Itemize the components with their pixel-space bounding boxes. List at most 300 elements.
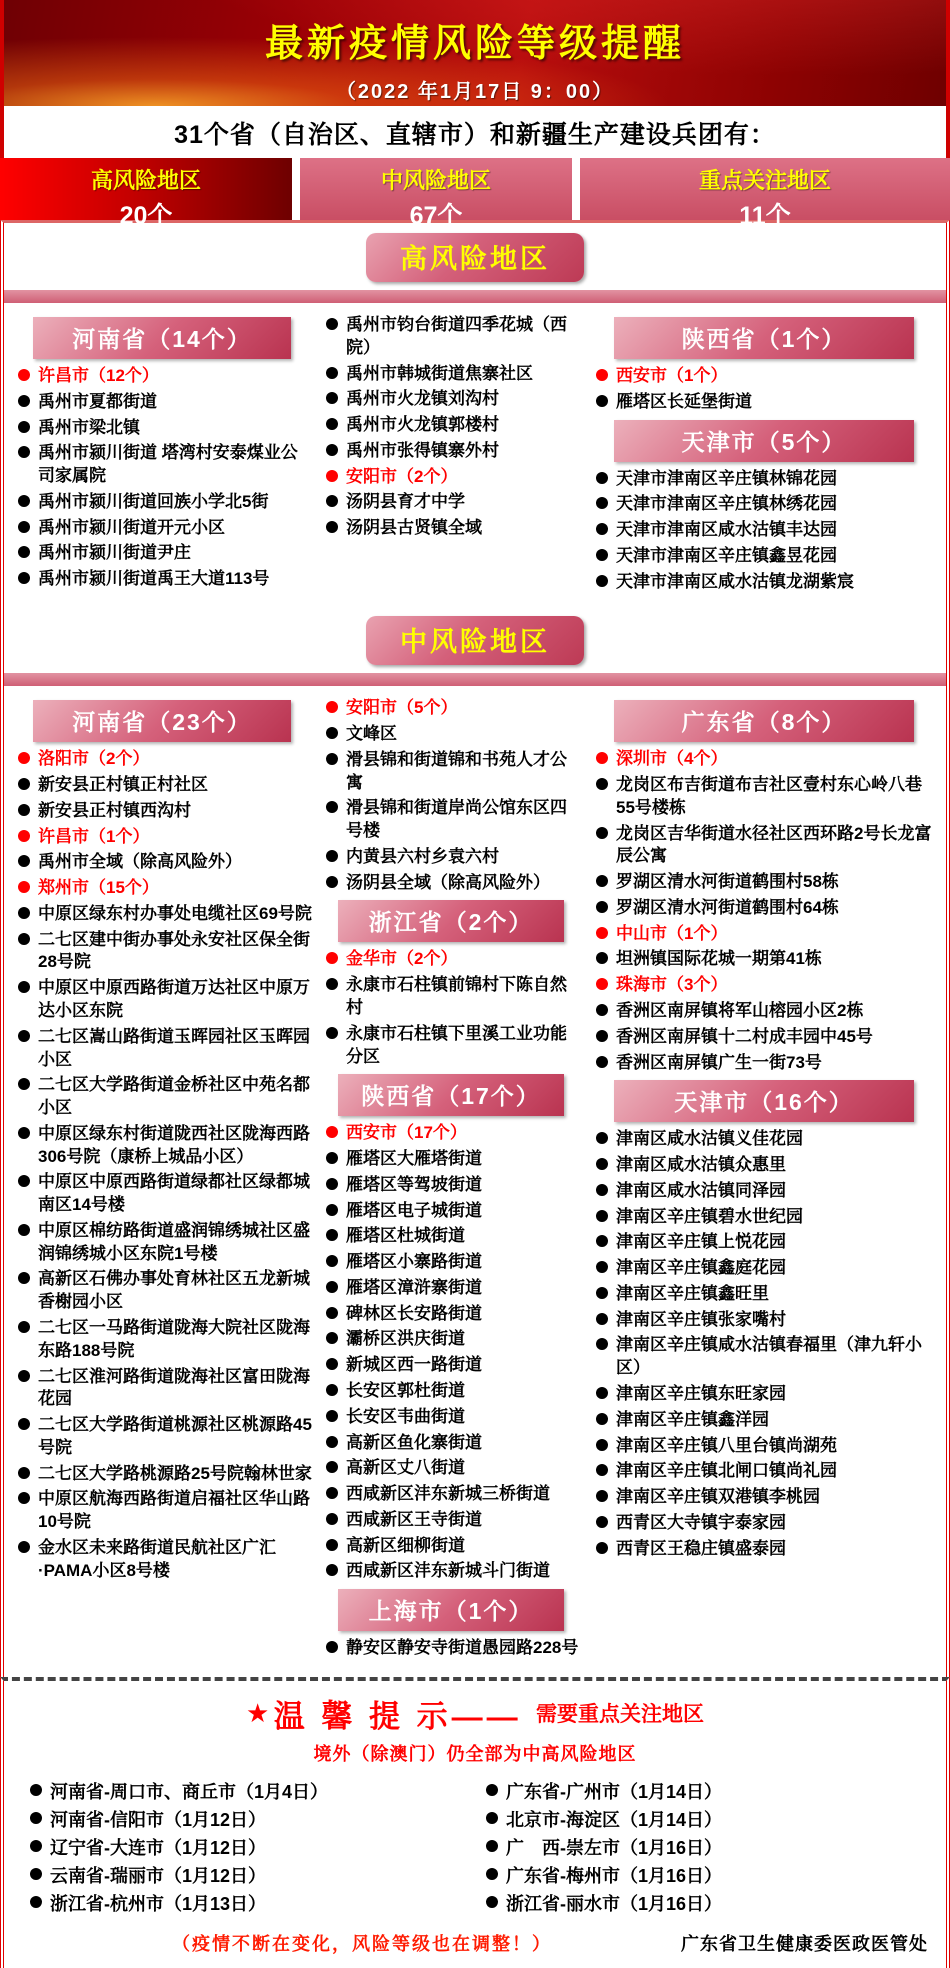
location-list-item <box>590 493 938 516</box>
list-item-text: 天津市津南区辛庄镇林锦花园 <box>616 468 837 488</box>
list-item-text: 西咸新区沣东新城三桥街道 <box>346 1484 550 1504</box>
list-item-text: 中原区中原西路街道万达社区中原万达小区东院 <box>38 978 310 1021</box>
bullet-icon <box>18 1370 30 1382</box>
location-list-item <box>590 823 938 869</box>
list-item-text: 禹州市梁北镇 <box>38 417 140 437</box>
location-list-item <box>320 1380 582 1403</box>
location-list-item <box>320 1457 582 1480</box>
location-list-item <box>12 517 312 540</box>
location-list-item <box>590 1538 938 1561</box>
location-list-item <box>320 723 582 746</box>
page-subtitle: 31个省（自治区、直辖市）和新疆生产建设兵团有： <box>174 121 776 149</box>
location-list-item <box>590 1180 938 1203</box>
list-item-text: 禹州市张得镇寨外村 <box>346 440 499 460</box>
bullet-icon <box>596 472 608 484</box>
bullet-icon <box>326 1027 338 1039</box>
section-title: 高风险地区 <box>366 233 584 282</box>
location-list-item <box>480 1892 926 1916</box>
location-list-item <box>590 545 938 568</box>
location-list-item <box>590 1206 938 1229</box>
location-list-item <box>320 1328 582 1351</box>
list-item-text: 雁塔区大雁塔街道 <box>346 1149 482 1169</box>
location-list-item <box>12 1317 312 1363</box>
location-list-item <box>24 1836 470 1860</box>
bullet-icon <box>596 827 608 839</box>
list-item-text: 广 西-崇左市（1月16日） <box>506 1838 723 1859</box>
list-item-text: 津南区辛庄镇鑫庭花园 <box>616 1258 786 1278</box>
list-item-text: 津南区辛庄镇张家嘴村 <box>616 1309 786 1329</box>
location-list-item <box>320 517 582 540</box>
list-item-text: 河南省-信阳市（1月12日） <box>50 1809 267 1830</box>
location-list-item <box>12 1026 312 1072</box>
bullet-icon <box>326 801 338 813</box>
list-column <box>320 694 582 1663</box>
list-item-text: 津南区辛庄镇碧水世纪园 <box>616 1206 803 1226</box>
bullet-icon <box>596 497 608 509</box>
bullet-icon <box>596 1413 608 1425</box>
bullet-icon <box>596 1132 608 1144</box>
list-item-text: 天津市津南区辛庄镇鑫昱花园 <box>616 545 837 565</box>
list-item-text: 北京市-海淀区（1月14日） <box>506 1809 723 1830</box>
bullet-icon <box>18 981 30 993</box>
bullet-icon <box>326 1564 338 1576</box>
list-item-text: 金华市（2个） <box>346 949 458 969</box>
section-header <box>4 606 946 665</box>
location-list-item <box>12 1268 312 1314</box>
bullet-icon <box>596 1313 608 1325</box>
list-item-text: 灞桥区洪庆街道 <box>346 1329 465 1349</box>
province-badge: 天津市（5个） <box>614 420 913 462</box>
location-list-item <box>320 1406 582 1429</box>
list-item-text: 雁塔区长延堡街道 <box>616 391 752 411</box>
list-item-text: 禹州市钧台街道四季花城（西院） <box>346 315 567 357</box>
list-item-text: 西青区大寺镇宇泰家园 <box>616 1512 786 1532</box>
bullet-icon <box>596 1387 608 1399</box>
location-list-item <box>320 1148 582 1171</box>
bullet-icon <box>596 1004 608 1016</box>
notice-footer <box>18 1930 932 1956</box>
bullet-icon <box>30 1868 42 1880</box>
list-item-text: 津南区辛庄镇鑫洋园 <box>616 1409 769 1429</box>
list-item-text: 永康市石柱镇前锦村下陈自然村 <box>346 975 567 1018</box>
list-item-text: 汤阴县全域（除高风险外） <box>346 872 550 892</box>
watch-list-right <box>480 1776 926 1921</box>
bullet-icon <box>326 318 338 330</box>
list-item-text: 广东省-广州市（1月14日） <box>506 1781 723 1802</box>
bullet-icon <box>596 395 608 407</box>
location-list-item <box>590 391 938 414</box>
list-item-text: 津南区辛庄镇双港镇李桃园 <box>616 1487 820 1507</box>
bullet-icon <box>326 952 338 964</box>
location-list-item <box>12 1414 312 1460</box>
location-list-item <box>590 871 938 894</box>
bullet-icon <box>326 1410 338 1422</box>
list-item-text: 西安市（17个） <box>346 1123 467 1143</box>
list-column <box>12 694 312 1663</box>
list-item-text: 汤阴县育才中学 <box>346 492 465 512</box>
list-item-text: 高新区细柳街道 <box>346 1535 465 1555</box>
location-list-item <box>590 468 938 491</box>
list-item-text: 中原区中原西路街道绿都社区绿都城南区14号楼 <box>38 1172 310 1215</box>
location-list-item <box>590 1052 938 1075</box>
tab-label: 重点关注地区 <box>698 168 831 193</box>
city-list-item <box>12 748 312 771</box>
bullet-icon <box>30 1812 42 1824</box>
bullet-icon <box>326 1539 338 1551</box>
bullet-icon <box>18 1467 30 1479</box>
location-list-item <box>590 1283 938 1306</box>
location-list-item <box>590 1128 938 1151</box>
bullet-icon <box>326 495 338 507</box>
location-list-item <box>590 948 938 971</box>
bullet-icon <box>18 521 30 533</box>
bullet-icon <box>326 1487 338 1499</box>
list-item-text: 云南省-瑞丽市（1月12日） <box>50 1866 267 1887</box>
header-banner <box>0 0 950 106</box>
location-list-item <box>12 1171 312 1217</box>
list-item-text: 滑县锦和街道岸尚公馆东区四号楼 <box>346 798 567 841</box>
list-item-text: 西安市（1个） <box>616 366 728 385</box>
bullet-icon <box>18 1492 30 1504</box>
page-title: 最新疫情风险等级提醒 <box>264 23 685 65</box>
city-list-item <box>590 974 938 997</box>
location-list-item <box>590 1512 938 1535</box>
location-list-item <box>590 897 938 920</box>
city-list-item <box>590 365 938 388</box>
location-list-item <box>12 903 312 926</box>
location-list-item <box>12 417 312 440</box>
location-list-item <box>480 1836 926 1860</box>
location-list-item <box>12 977 312 1023</box>
bullet-icon <box>326 444 338 456</box>
location-list-item <box>12 800 312 823</box>
list-item-text: 罗湖区清水河街道鹤围村64栋 <box>616 897 839 917</box>
list-item-text: 中原区绿东村街道陇西社区陇海西路306号院（康桥上城品小区） <box>38 1123 310 1166</box>
city-list-item <box>12 365 312 388</box>
section-columns <box>4 309 946 606</box>
list-item-text: 西咸新区沣东新城斗门街道 <box>346 1561 550 1581</box>
location-list-item <box>590 1460 938 1483</box>
city-list-item <box>12 877 312 900</box>
bullet-icon <box>30 1784 42 1796</box>
list-item-text: 津南区辛庄镇八里台镇尚湖苑 <box>616 1435 837 1455</box>
list-item-text: 西咸新区王寺街道 <box>346 1509 482 1529</box>
list-item-text: 津南区辛庄镇东旺家园 <box>616 1383 786 1403</box>
bullet-icon <box>18 1541 30 1553</box>
bullet-icon <box>326 1229 338 1241</box>
bullet-icon <box>18 804 30 816</box>
bullet-icon <box>326 367 338 379</box>
risk-level-tabs <box>0 158 950 230</box>
bullet-icon <box>18 1418 30 1430</box>
location-list-item <box>590 1435 938 1458</box>
location-list-item <box>320 1354 582 1377</box>
list-item-text: 雁塔区电子城街道 <box>346 1200 482 1220</box>
list-item-text: 津南区咸水沽镇众惠里 <box>616 1155 786 1175</box>
province-badge: 上海市（1个） <box>338 1589 563 1631</box>
subtitle-band <box>0 106 950 158</box>
list-item-text: 天津市津南区咸水沽镇丰达园 <box>616 520 837 540</box>
list-item-text: 内黄县六村乡袁六村 <box>346 846 499 866</box>
location-list-item <box>320 1200 582 1223</box>
bullet-icon <box>596 1439 608 1451</box>
bullet-icon <box>596 369 608 381</box>
bullet-icon <box>326 1255 338 1267</box>
bullet-icon <box>596 523 608 535</box>
list-item-text: 雁塔区杜城街道 <box>346 1226 465 1246</box>
section-columns <box>4 692 946 1673</box>
list-item-text: 龙岗区布吉街道布吉社区壹村东心岭八巷55号楼栋 <box>616 775 922 817</box>
province-badge: 天津市（16个） <box>614 1080 913 1122</box>
list-item-text: 郑州市（15个） <box>38 878 159 898</box>
location-list-item <box>320 974 582 1020</box>
location-list-item <box>12 1463 312 1486</box>
bullet-icon <box>486 1868 498 1880</box>
province-badge: 陕西省（1个） <box>614 317 913 359</box>
city-list-item <box>320 697 582 720</box>
location-list-item <box>590 1486 938 1509</box>
bullet-icon <box>326 1281 338 1293</box>
bullet-icon <box>596 549 608 561</box>
list-item-text: 坦洲镇国际花城一期第41栋 <box>616 949 822 969</box>
bullet-icon <box>596 1287 608 1299</box>
city-list-item <box>590 923 938 946</box>
city-list-item <box>320 1122 582 1145</box>
bullet-icon <box>596 1235 608 1247</box>
city-list-item <box>590 748 938 771</box>
list-item-text: 汤阴县古贤镇全域 <box>346 518 482 538</box>
bullet-icon <box>596 901 608 913</box>
location-list-item <box>12 1220 312 1266</box>
list-item-text: 二七区淮河路街道陇海社区富田陇海花园 <box>38 1366 310 1409</box>
risk-area-lists <box>0 220 950 1677</box>
list-item-text: 罗湖区清水河街道鹤围村58栋 <box>616 872 839 892</box>
list-item-text: 禹州市火龙镇郭楼村 <box>346 415 499 435</box>
list-item-text: 津南区辛庄镇咸水沽镇春福里（津九轩小区） <box>616 1335 922 1378</box>
tab-mid-risk <box>300 158 572 230</box>
location-list-item <box>590 519 938 542</box>
bullet-icon <box>326 1513 338 1525</box>
bullet-icon <box>18 369 30 381</box>
province-badge: 浙江省（2个） <box>338 900 563 942</box>
list-item-text: 金水区未来路街道民航社区广汇·PAMA小区8号楼 <box>38 1537 276 1580</box>
list-item-text: 津南区咸水沽镇同泽园 <box>616 1180 786 1200</box>
location-list-item <box>590 1231 938 1254</box>
bullet-icon <box>326 1358 338 1370</box>
list-item-text: 香洲区南屏镇广生一街73号 <box>616 1052 822 1072</box>
bullet-icon <box>326 753 338 765</box>
list-item-text: 禹州市颍川街道回族小学北5街 <box>38 491 269 511</box>
location-list-item <box>320 1535 582 1558</box>
footer-note: （疫情不断在变化，风险等级也在调整！） <box>172 1934 552 1955</box>
list-item-text: 二七区一马路街道陇海大院社区陇海东路188号院 <box>38 1317 310 1360</box>
bullet-icon <box>596 778 608 790</box>
bullet-icon <box>18 752 30 764</box>
location-list-item <box>320 749 582 795</box>
bullet-icon <box>326 1461 338 1473</box>
list-item-text: 长安区韦曲街道 <box>346 1406 465 1426</box>
location-list-item <box>12 851 312 874</box>
location-list-item <box>24 1780 470 1804</box>
notice-heading-row <box>18 1691 932 1736</box>
list-item-text: 高新区丈八街道 <box>346 1458 465 1478</box>
bullet-icon <box>596 952 608 964</box>
bullet-icon <box>326 1641 338 1653</box>
list-item-text: 新城区西一路街道 <box>346 1355 482 1375</box>
list-item-text: 禹州市颍川街道开元小区 <box>38 517 225 537</box>
list-item-text: 浙江省-丽水市（1月16日） <box>506 1894 723 1915</box>
list-item-text: 禹州市颍川街道 塔湾村安泰煤业公司家属院 <box>38 443 298 486</box>
list-item-text: 新安县正村镇西沟村 <box>38 800 191 820</box>
bullet-icon <box>596 1516 608 1528</box>
bullet-icon <box>596 1184 608 1196</box>
tab-count: 67个 <box>409 202 463 230</box>
province-badge: 河南省（14个） <box>33 317 291 359</box>
list-item-text: 天津市津南区咸水沽镇龙湖紫宸 <box>616 571 854 591</box>
list-item-text: 禹州市韩城街道焦寨社区 <box>346 363 533 383</box>
notice-section <box>0 1677 950 1968</box>
bullet-icon <box>486 1784 498 1796</box>
bullet-icon <box>18 855 30 867</box>
bullet-icon <box>326 1384 338 1396</box>
location-list-item <box>24 1808 470 1832</box>
bullet-icon <box>596 1158 608 1170</box>
bullet-icon <box>596 1210 608 1222</box>
bullet-icon <box>596 1464 608 1476</box>
location-list-item <box>320 440 582 463</box>
bullet-icon <box>18 1272 30 1284</box>
bullet-icon <box>596 575 608 587</box>
tab-label: 高风险地区 <box>90 168 201 193</box>
list-item-text: 辽宁省-大连市（1月12日） <box>50 1838 267 1859</box>
tab-high-risk <box>0 158 292 230</box>
notice-title-suffix: 需要重点关注地区 <box>536 1703 705 1727</box>
bullet-icon <box>18 933 30 945</box>
location-list-item <box>24 1864 470 1888</box>
location-list-item <box>320 1432 582 1455</box>
city-list-item <box>320 948 582 971</box>
section-title: 中风险地区 <box>366 616 584 665</box>
location-list-item <box>320 872 582 895</box>
bullet-icon <box>326 876 338 888</box>
bullet-icon <box>596 752 608 764</box>
section-divider-bar <box>4 673 946 686</box>
watch-list-left <box>24 1776 470 1921</box>
list-column <box>320 311 582 596</box>
list-item-text: 禹州市颍川街道尹庄 <box>38 543 191 563</box>
list-item-text: 高新区石佛办事处育林社区五龙新城香榭园小区 <box>38 1269 310 1312</box>
location-list-item <box>320 1277 582 1300</box>
list-item-text: 香洲区南屏镇十二村成丰园中45号 <box>616 1026 873 1046</box>
location-list-item <box>590 1154 938 1177</box>
location-list-item <box>12 1488 312 1534</box>
location-list-item <box>320 363 582 386</box>
bullet-icon <box>18 778 30 790</box>
bullet-icon <box>326 1152 338 1164</box>
location-list-item <box>480 1780 926 1804</box>
list-item-text: 许昌市（1个） <box>38 826 150 846</box>
list-item-text: 西青区王稳庄镇盛泰园 <box>616 1538 786 1558</box>
bullet-icon <box>18 1175 30 1187</box>
list-item-text: 洛阳市（2个） <box>38 749 150 769</box>
bullet-icon <box>326 470 338 482</box>
list-item-text: 许昌市（12个） <box>38 366 159 385</box>
location-list-item <box>320 1509 582 1532</box>
bullet-icon <box>596 1490 608 1502</box>
bullet-icon <box>18 1078 30 1090</box>
location-list-item <box>590 774 938 820</box>
list-item-text: 津南区咸水沽镇义佳花园 <box>616 1129 803 1149</box>
list-item-text: 广东省-梅州市（1月16日） <box>506 1866 723 1887</box>
bullet-icon <box>326 1204 338 1216</box>
bullet-icon <box>18 830 30 842</box>
list-item-text: 二七区嵩山路街道玉晖园社区玉晖园小区 <box>38 1026 310 1069</box>
location-list-item <box>320 846 582 869</box>
list-item-text: 安阳市（5个） <box>346 698 458 718</box>
bullet-icon <box>326 418 338 430</box>
bullet-icon <box>326 1307 338 1319</box>
list-item-text: 高新区鱼化寨街道 <box>346 1432 482 1452</box>
list-item-text: 禹州市颍川街道禹王大道113号 <box>38 569 270 589</box>
star-icon: ★ <box>245 1697 270 1728</box>
bullet-icon <box>326 727 338 739</box>
bullet-icon <box>326 521 338 533</box>
province-badge: 广东省（8个） <box>614 700 913 742</box>
list-column <box>590 694 938 1663</box>
province-badge: 陕西省（17个） <box>338 1074 563 1116</box>
location-list-item <box>12 542 312 565</box>
bullet-icon <box>596 1542 608 1554</box>
list-item-text: 中原区航海西路街道启福社区华山路10号院 <box>38 1489 310 1532</box>
bullet-icon <box>18 1321 30 1333</box>
bullet-icon <box>326 1178 338 1190</box>
bullet-icon <box>486 1896 498 1908</box>
bullet-icon <box>596 927 608 939</box>
bullet-icon <box>18 881 30 893</box>
location-list-item <box>12 391 312 414</box>
location-list-item <box>320 1174 582 1197</box>
list-item-text: 禹州市夏都街道 <box>38 391 157 411</box>
location-list-item <box>320 1251 582 1274</box>
location-list-item <box>320 388 582 411</box>
location-list-item <box>12 442 312 488</box>
list-column <box>590 311 938 596</box>
bullet-icon <box>18 546 30 558</box>
location-list-item <box>590 1026 938 1049</box>
location-list-item <box>12 929 312 975</box>
bullet-icon <box>18 395 30 407</box>
location-list-item <box>12 1537 312 1583</box>
section-divider-bar <box>4 290 946 303</box>
location-list-item <box>590 1000 938 1023</box>
list-item-text: 二七区大学路桃源路25号院翰林世家 <box>38 1463 312 1483</box>
location-list-item <box>590 1383 938 1406</box>
bullet-icon <box>596 1056 608 1068</box>
location-list-item <box>590 1257 938 1280</box>
list-item-text: 河南省-周口市、商丘市（1月4日） <box>50 1781 329 1802</box>
list-item-text: 雁塔区等驾坡街道 <box>346 1174 482 1194</box>
list-item-text: 静安区静安寺街道愚园路228号 <box>346 1638 579 1658</box>
footer-org: 广东省卫生健康委医政医管处 <box>681 1934 928 1955</box>
list-item-text: 津南区辛庄镇上悦花园 <box>616 1232 786 1252</box>
bullet-icon <box>18 446 30 458</box>
list-item-text: 中原区绿东村办事处电缆社区69号院 <box>38 903 312 923</box>
list-item-text: 中原区棉纺路街道盛润锦绣城社区盛润锦绣城小区东院1号楼 <box>38 1220 310 1263</box>
location-list-item <box>320 1023 582 1069</box>
list-item-text: 二七区大学路街道桃源社区桃源路45号院 <box>38 1415 312 1457</box>
list-item-text: 安阳市（2个） <box>346 466 458 486</box>
bullet-icon <box>596 875 608 887</box>
